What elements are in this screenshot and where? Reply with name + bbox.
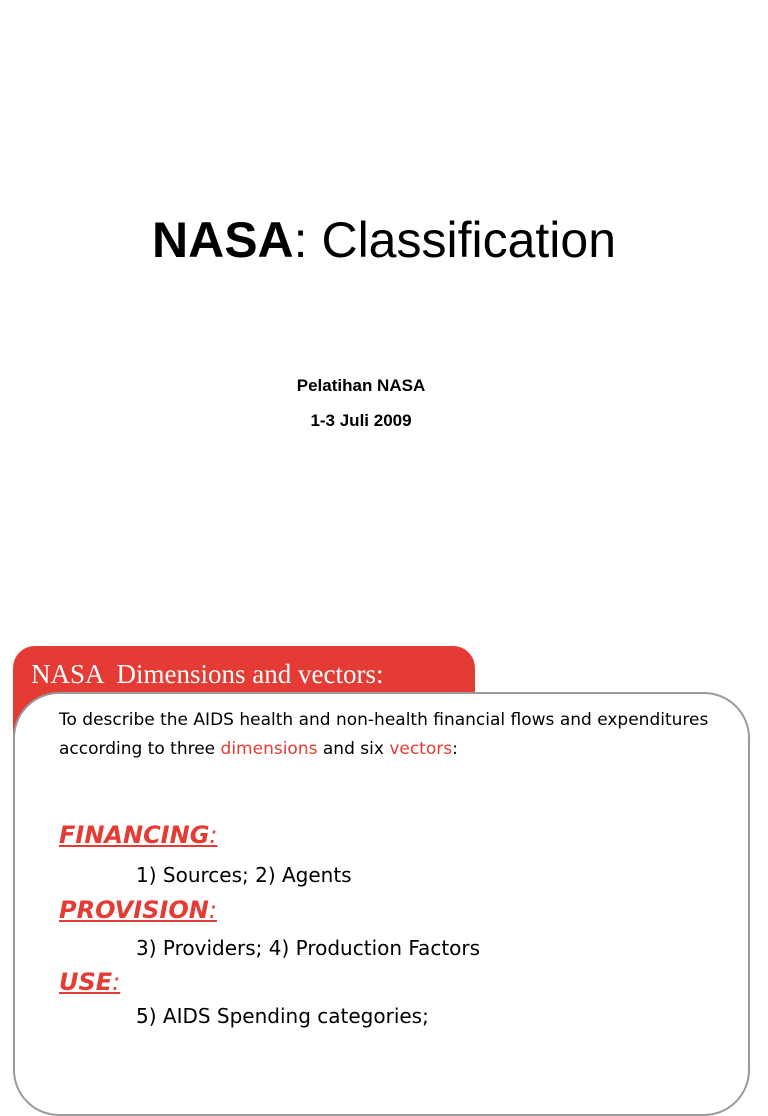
- title-rest: : Classification: [293, 212, 617, 268]
- use-items: 5) AIDS Spending categories;: [136, 1004, 429, 1028]
- provision-items: 3) Providers; 4) Production Factors: [136, 936, 481, 960]
- financing-colon: :: [209, 821, 218, 849]
- financing-name: FINANCING: [59, 821, 210, 849]
- financing-heading: [59, 820, 218, 850]
- intro-text-3: :: [452, 738, 458, 759]
- financing-items: 1) Sources; 2) Agents: [136, 863, 352, 887]
- intro-text-1: To describe the AIDS health and non-health financial flows and expenditures according to three: [59, 710, 709, 759]
- provision-heading: [59, 895, 217, 925]
- panel-header-text: NASA Dimensions and vectors:: [31, 659, 384, 689]
- intro-text-2: and six: [317, 738, 390, 759]
- provision-name: PROVISION: [59, 896, 209, 924]
- intro-vectors: vectors: [389, 738, 453, 759]
- subtitle-line2: 1-3 Juli 2009: [310, 411, 412, 430]
- title-bold: NASA: [151, 212, 294, 268]
- slide-title: [0, 208, 768, 272]
- use-colon: :: [112, 968, 121, 996]
- intro-dimensions: dimensions: [220, 738, 318, 759]
- use-name: USE: [59, 968, 113, 996]
- use-heading: [59, 967, 120, 997]
- intro-paragraph: [59, 706, 719, 763]
- subtitle-line1: Pelatihan NASA: [296, 376, 426, 395]
- provision-colon: :: [208, 896, 217, 924]
